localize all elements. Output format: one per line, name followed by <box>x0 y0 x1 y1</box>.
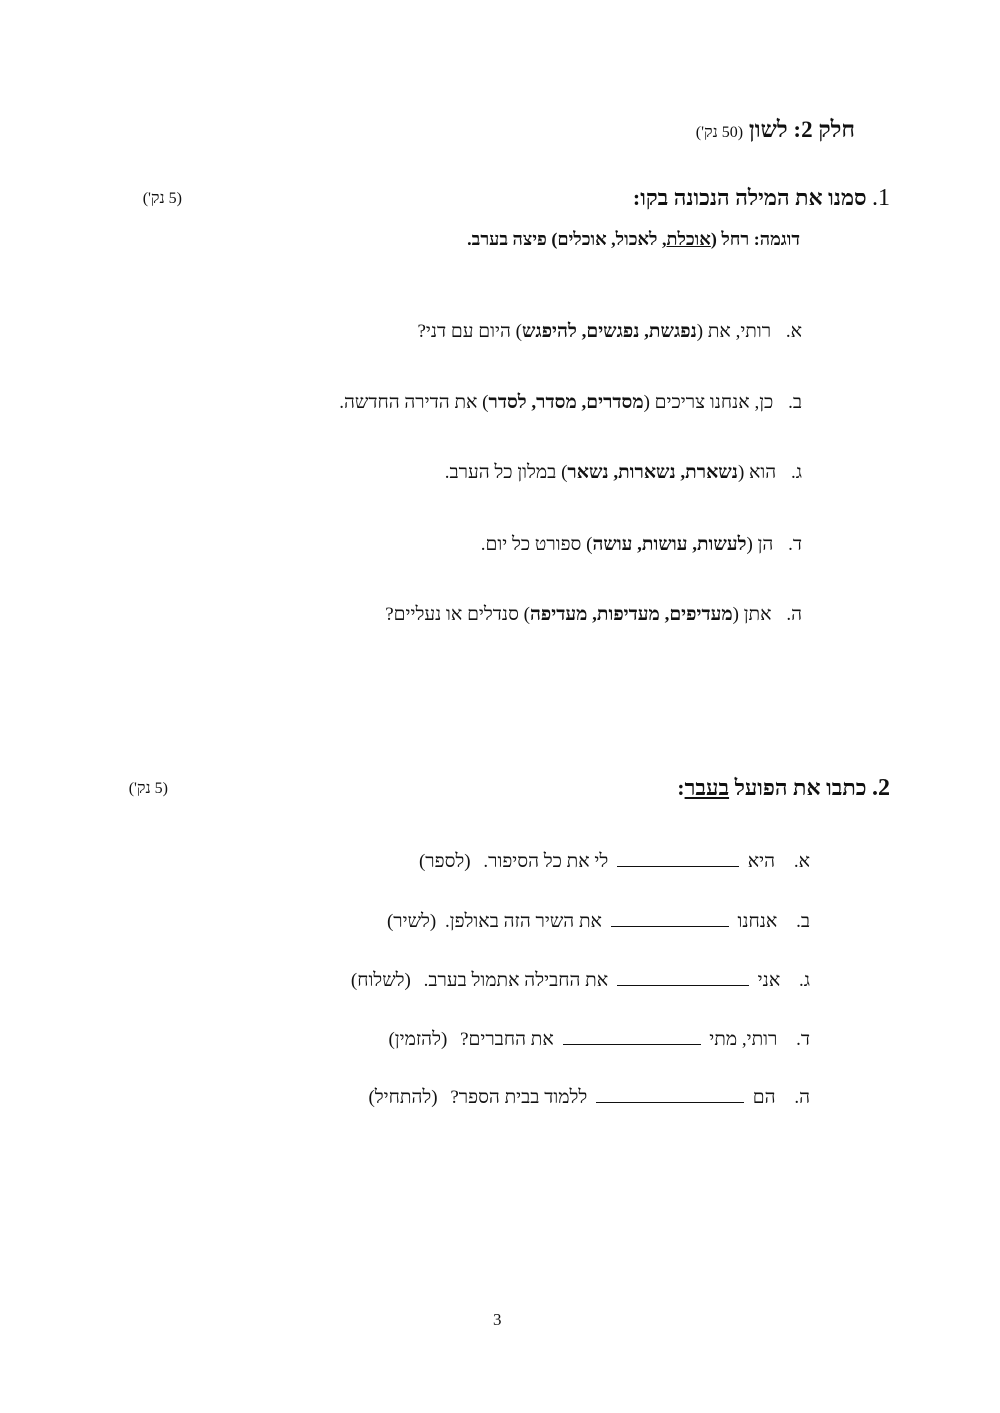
section-title: חלק 2: לשון <box>748 117 855 142</box>
q1-item-post: ) היום עם דני? <box>417 321 522 342</box>
q1-item-letter: ה. <box>786 604 802 625</box>
question-1-points: (5 נק') <box>142 190 182 207</box>
page-number: 3 <box>493 1310 502 1329</box>
q2-item-letter: ד. <box>796 1029 810 1050</box>
example-label: דוגמה: <box>753 229 800 249</box>
q2-item-post: את החברים? <box>460 1029 554 1050</box>
q2-item-verb: (לשלוח) <box>350 970 411 991</box>
q2-item-letter: ג. <box>798 970 810 991</box>
q1-item-post: ) את הדירה החדשה. <box>339 392 489 413</box>
q1-item-options: מעדיפים, מעדיפות, מעדיפה <box>530 604 733 625</box>
answer-blank[interactable] <box>617 983 749 986</box>
question-2-title-post: : <box>677 775 685 800</box>
q2-item-pre: אני <box>757 970 781 991</box>
q2-item-post: את השיר הזה באולפן. <box>445 911 602 932</box>
q1-item-b <box>339 391 802 415</box>
answer-blank[interactable] <box>563 1042 701 1045</box>
q1-item-options: נשארת, נשארות, נשאר <box>567 462 738 483</box>
q2-item-c <box>351 969 810 993</box>
q2-item-b <box>387 910 810 934</box>
q1-item-options: לעשות, עושות, עושה <box>592 534 747 555</box>
q2-item-post: לי את כל הסיפור. <box>483 851 609 872</box>
question-1-number: 1. <box>872 185 890 211</box>
q1-item-options: מסדרים, מסדר, לסדר <box>488 392 644 413</box>
example-correct: אוכלת <box>666 229 711 249</box>
question-1-title: סמנו את המילה הנכונה בקו: <box>632 185 867 210</box>
q1-item-pre: הוא ( <box>737 462 777 483</box>
q2-item-e <box>368 1086 810 1110</box>
question-1-heading <box>633 185 890 212</box>
q1-item-letter: א. <box>785 321 802 342</box>
q2-item-pre: אנחנו <box>737 911 778 932</box>
q2-item-d <box>388 1028 810 1052</box>
q1-item-a <box>417 320 802 344</box>
q2-item-verb: (לשיר) <box>386 911 437 932</box>
example-pre: רחל ( <box>710 229 750 249</box>
q1-item-d <box>481 533 802 557</box>
q2-item-post: את החבילה אתמול בערב. <box>423 970 609 991</box>
example-mid: , לאכול, אוכלים) <box>551 229 667 249</box>
q2-item-verb: (להתחיל) <box>368 1087 438 1108</box>
q1-item-letter: ד. <box>788 534 802 555</box>
q1-item-pre: אתן ( <box>732 604 772 625</box>
q1-item-post: ) סנדלים או נעליים? <box>385 604 530 625</box>
question-2-title-pre: כתבו את הפועל <box>734 775 867 800</box>
question-2-heading <box>677 775 890 802</box>
q2-item-letter: א. <box>793 851 810 872</box>
q2-item-a <box>419 850 810 874</box>
q2-item-pre: היא <box>747 851 776 872</box>
q2-item-pre: רותי, מתי <box>709 1029 778 1050</box>
q1-item-e <box>385 603 802 627</box>
section-header <box>696 117 855 143</box>
q2-item-pre: הם <box>752 1087 776 1108</box>
answer-blank[interactable] <box>617 864 739 867</box>
q1-item-options: נפגשת, נפגשים, להיפגש <box>521 321 697 342</box>
answer-blank[interactable] <box>596 1100 744 1103</box>
q2-item-verb: (לספר) <box>418 851 471 872</box>
q1-item-pre: הן ( <box>746 534 774 555</box>
q1-item-letter: ג. <box>790 462 802 483</box>
question-2-number: 2. <box>872 775 890 801</box>
question-1-example <box>467 229 800 250</box>
q1-item-post: ) ספורט כל יום. <box>480 534 593 555</box>
question-2-points: (5 נק') <box>128 780 168 797</box>
q2-item-letter: ה. <box>794 1087 810 1108</box>
q2-item-post: ללמוד בבית הספר? <box>450 1087 588 1108</box>
q1-item-letter: ב. <box>788 392 802 413</box>
q2-item-letter: ב. <box>796 911 810 932</box>
q1-item-pre: כן, אנחנו צריכים ( <box>643 392 774 413</box>
q2-item-verb: (להזמין) <box>388 1029 448 1050</box>
q1-item-post: ) במלון כל הערב. <box>444 462 568 483</box>
question-2-title-underlined: בעבר <box>684 775 730 800</box>
section-points: (50 נק') <box>695 124 744 141</box>
example-post: פיצה בערב. <box>467 229 547 249</box>
q1-item-c <box>445 461 802 485</box>
answer-blank[interactable] <box>611 924 729 927</box>
q1-item-pre: רותי, את ( <box>696 321 772 342</box>
